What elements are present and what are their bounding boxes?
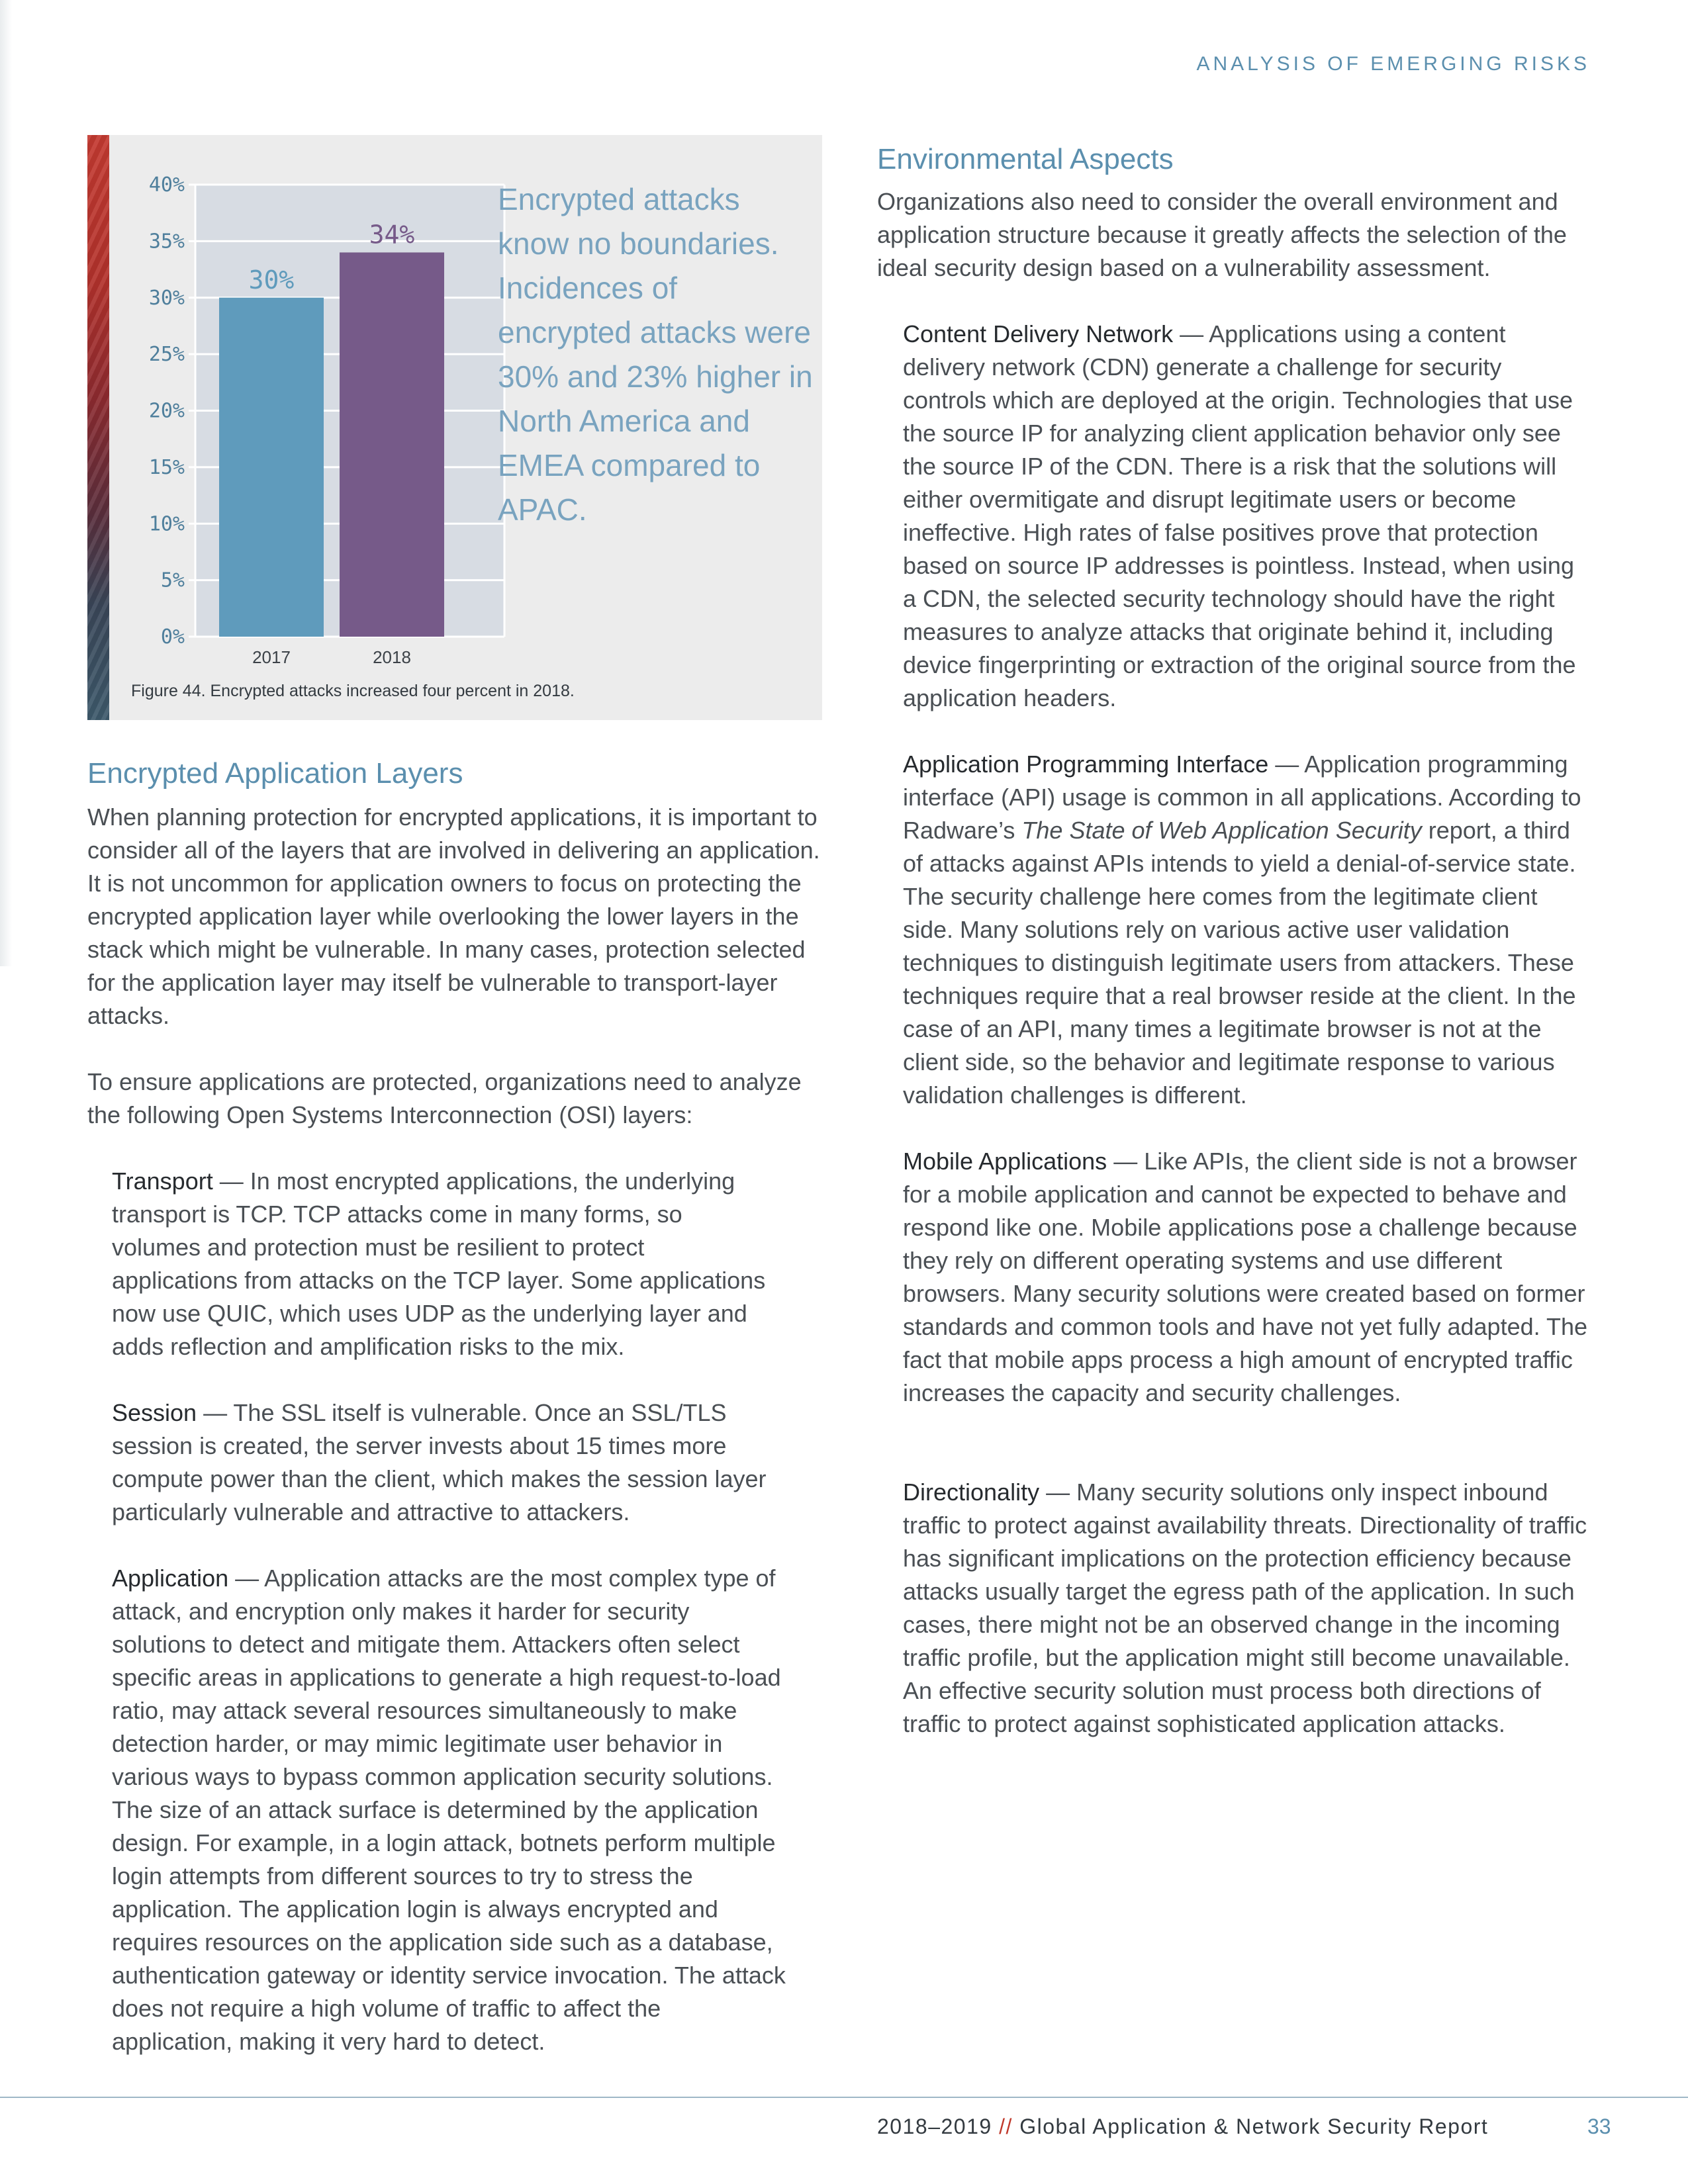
text-application: — Application attacks are the most complex type of attack, and encryption only makes it harder for security solutions to detect and mitigate them. Attackers often select specific areas in applications to generate a high request-to-load ratio, may attack several resources simultaneously to make detection harder, or may mimic legitimate user behavior in various ways to bypass common application security solutions. The size of an attack surface is determined by the application design. For example, in a login attack, botnets perform multiple login attempts from different sources to try to stress the application. The application login is always encrypted and requires resources on the application side such as a database, authentication gateway or identity service invocation. The attack does not require a high volume of traffic to affect the application, making it very hard to detect. bbox=[112, 1565, 786, 2055]
bar-2017 bbox=[219, 298, 324, 637]
figure-caption: Figure 44. Encrypted attacks increased four percent in 2018. bbox=[131, 682, 575, 700]
text-cdn: — Applications using a content delivery network (CDN) generate a challenge for security controls which are deployed at the origin. Technologies that use the source IP for analyzing client application behavior only see the source IP of the CDN. There is a risk that the solutions will either overmitigate and disrupt legitimate users or become ineffective. High rates of false positives prove that protection based on source IP addresses is pointless. Instead, when using a CDN, the selected security technology should have the right measures to analyze attacks that originate behind it, including device fingerprinting or extraction of the original source from the application headers. bbox=[903, 320, 1576, 711]
footer-years: 2018–2019 bbox=[877, 2115, 992, 2138]
paragraph-intro-1: When planning protection for encrypted applications, it is important to consider all of the layers that are involved in delivering an application. It is not uncommon for application owners to focus on protecting the encrypted application layer while overlooking the lower layers in the stack which might be vulnerable. In many cases, protection selected for the application layer may itself be vulnerable to transport-layer attacks. bbox=[87, 803, 820, 1029]
footer-report-line bbox=[877, 2115, 1488, 2139]
y-tick-label: 0% bbox=[160, 625, 185, 649]
list-item-api bbox=[903, 748, 1591, 1112]
term-api: Application Programming Interface bbox=[903, 751, 1269, 778]
bar-2018 bbox=[340, 252, 444, 637]
list-item-session bbox=[112, 1396, 774, 1529]
list-item-directionality bbox=[903, 1476, 1591, 1741]
page-number: 33 bbox=[1587, 2115, 1611, 2138]
paragraph-intro-2: To ensure applications are protected, organizations need to analyze the following Open Systems Interconnection (OSI) layers: bbox=[87, 1068, 802, 1128]
list-item-application bbox=[112, 1562, 787, 2058]
footer-separator: // bbox=[999, 2115, 1013, 2138]
x-tick-label: 2018 bbox=[373, 647, 411, 667]
term-session: Session bbox=[112, 1399, 197, 1426]
term-mobile: Mobile Applications bbox=[903, 1148, 1107, 1175]
report-title-italic: The State of Web Application Security bbox=[1021, 817, 1422, 844]
list-item-cdn bbox=[903, 318, 1591, 715]
page-edge-shadow bbox=[0, 0, 12, 966]
y-tick-label: 30% bbox=[148, 286, 185, 310]
footer-rule bbox=[0, 2097, 1688, 2098]
bar-chart bbox=[109, 135, 506, 671]
y-tick-label: 25% bbox=[148, 343, 185, 367]
text-mobile: — Like APIs, the client side is not a browser for a mobile application and cannot be expected to behave and respond like one. Mobile applications pose a challenge because they rely on different operating systems and use different browsers. Many security solutions were created based on former standards and common tools and have not yet fully adapted. The fact that mobile apps process a high amount of encrypted traffic increases the capacity and security challenges. bbox=[903, 1148, 1587, 1406]
term-directionality: Directionality bbox=[903, 1479, 1040, 1506]
y-tick-label: 35% bbox=[148, 230, 185, 253]
section-heading-environmental: Environmental Aspects bbox=[877, 143, 1174, 175]
term-application: Application bbox=[112, 1565, 229, 1592]
y-tick-label: 10% bbox=[148, 512, 185, 536]
data-label-2017: 30% bbox=[248, 265, 295, 295]
text-session: — The SSL itself is vulnerable. Once an SSL/TLS session is created, the server invests about 15 times more compute power than the client, which makes the session layer particularly vulnerable and attractive to attackers. bbox=[112, 1399, 767, 1525]
list-item-transport bbox=[112, 1165, 774, 1363]
x-tick-label: 2017 bbox=[252, 647, 291, 667]
figure-panel bbox=[87, 135, 822, 720]
section-heading-encrypted-layers: Encrypted Application Layers bbox=[87, 757, 463, 790]
decorative-image-strip bbox=[87, 135, 109, 720]
list-item-mobile bbox=[903, 1145, 1591, 1410]
term-cdn: Content Delivery Network bbox=[903, 320, 1174, 347]
y-tick-label: 20% bbox=[148, 399, 185, 423]
y-tick-label: 5% bbox=[160, 569, 185, 592]
text-api-b: report, a third of attacks against APIs intends to yield a denial-of-service state. The security challenge here comes from the legitimate client side. Many solutions rely on various active user validation techniques to distinguish legitimate users from attackers. These techniques require that a real browser reside at the client. In the case of an API, many times a legitimate browser is not at the client side, so the behavior and legitimate response to various validation challenges is different. bbox=[903, 817, 1576, 1109]
text-transport: — In most encrypted applications, the underlying transport is TCP. TCP attacks come in many forms, so volumes and protection must be resilient to protect applications from attacks on the TCP layer. Some applications now use QUIC, which uses UDP as the underlying layer and adds reflection and amplification risks to the mix. bbox=[112, 1167, 766, 1360]
text-directionality: — Many security solutions only inspect inbound traffic to protect against availability threats. Directionality of traffic has significant implications on the protection efficiency because attacks usually target the egress path of the application. In such cases, there might not be an observed change in the incoming traffic profile, but the application might still become unavailable. An effective security solution must process both directions of traffic to protect against sophisticated application attacks. bbox=[903, 1479, 1587, 1737]
term-transport: Transport bbox=[112, 1167, 213, 1195]
text-api-a: — Application programming interface (API) usage is common in all applications. According to Radware’s bbox=[903, 751, 1581, 844]
figure-callout: Encrypted attacks know no boundaries. Incidences of encrypted attacks were 30% and 23% higher in North America and EMEA compared to APAC. bbox=[498, 182, 813, 527]
running-header: ANALYSIS OF EMERGING RISKS bbox=[1196, 53, 1590, 75]
footer-report-title: Global Application & Network Security Report bbox=[1019, 2115, 1489, 2138]
y-tick-label: 15% bbox=[148, 455, 185, 479]
data-label-2018: 34% bbox=[369, 220, 415, 250]
paragraph-environment-intro: Organizations also need to consider the overall environment and application structure because it greatly affects the selection of the ideal security design based on a vulnerability assessment. bbox=[877, 188, 1567, 281]
y-tick-label: 40% bbox=[148, 173, 185, 197]
